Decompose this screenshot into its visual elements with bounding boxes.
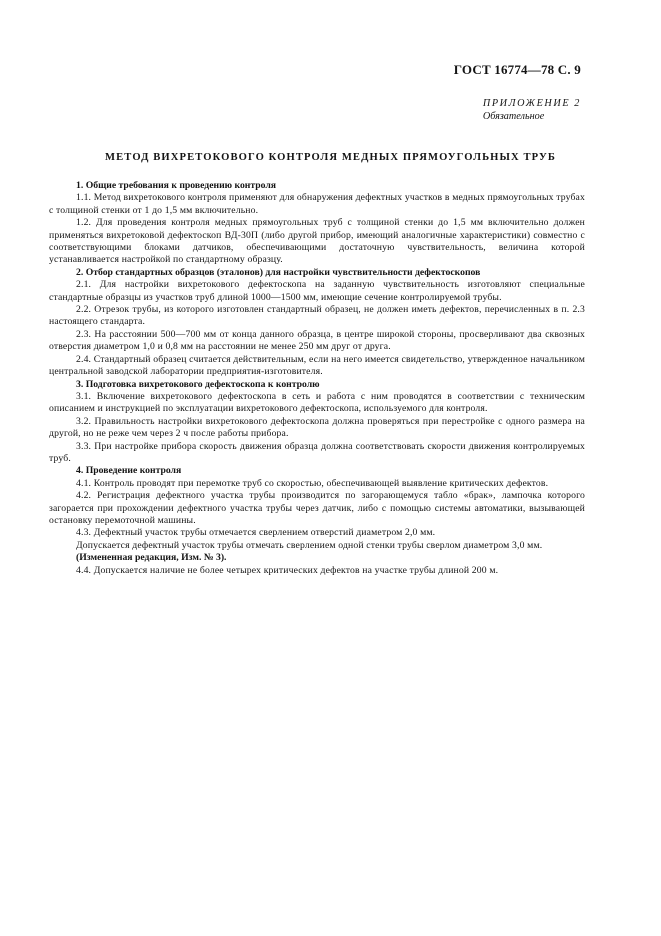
paragraph: 4.3. Дефектный участок трубы отмечается сверлением отверстий диаметром 2,0 мм.: [76, 527, 436, 539]
section-heading: 2. Отбор стандартных образцов (эталонов) для настройки чувствительности дефектоскопов: [76, 266, 481, 278]
paragraph: 3.3. При настройке прибора скорость движения образца должна соответствовать скорости движения контролируемых труб.: [49, 440, 585, 464]
section-heading: 4. Проведение контроля: [76, 465, 182, 477]
amendment-note: (Измененная редакция, Изм. № 3).: [76, 552, 227, 564]
paragraph: 2.3. На расстоянии 500—700 мм от конца данного образца, в центре широкой стороны, просверливают два сквозных отверстия диаметром 1,0 и 0,8 мм на расстоянии не менее 250 мм друг от друга.: [49, 328, 585, 353]
paragraph: 4.2. Регистрация дефектного участка трубы производится по загорающемуся табло «брак», лампочка которого загорается при прохождении дефектного участка трубы через датчик, либо с помощью системы автоматики, вызывающей остановку перемоточной машины.: [49, 490, 585, 526]
appendix-subtitle: Обязательное: [482, 111, 545, 122]
section-heading: 1. Общие требования к проведению контроля: [76, 180, 277, 191]
section-heading: 3. Подготовка вихретокового дефектоскопа к контролю: [76, 378, 320, 390]
document-body: [49, 180, 585, 577]
appendix-label: [483, 97, 581, 123]
paragraph: 2.1. Для настройки вихретокового дефектоскопа на заданную чувствительность изготовляют специальные стандартные образцы из участков труб длиной 1000—1500 мм, имеющие сечение контролируемой трубы.: [49, 279, 585, 303]
paragraph: 2.2. Отрезок трубы, из которого изготовлен стандартный образец, не должен иметь дефектов, перечисленных в п. 2.3 настоящего стандарта.: [49, 304, 585, 328]
paragraph: Допускается дефектный участок трубы отмечать сверлением одной стенки трубы сверлом диаметром 3,0 мм.: [76, 539, 543, 551]
paragraph: 1.1. Метод вихретокового контроля применяют для обнаружения дефектных участков в медных прямоугольных трубах с толщиной стенки от 1 до 1,5 мм включительно.: [49, 192, 585, 216]
paragraph: 2.4. Стандартный образец считается действительным, если на него имеется свидетельство, утвержденное начальником центральной заводской лаборатории предприятия-изготовителя.: [49, 353, 585, 378]
paragraph: 3.2. Правильность настройки вихретокового дефектоскопа должна проверяться при перестройке с одного размера на другой, но не реже чем через 2 ч после работы прибора.: [49, 415, 585, 440]
paragraph: 3.1. Включение вихретокового дефектоскопа в сеть и работа с ним проводятся в соответствии с техническим описанием и инструкцией по эксплуатации вихретокового дефектоскопа, используемого для контроля.: [49, 390, 585, 415]
paragraph: 4.1. Контроль проводят при перемотке труб со скоростью, обеспечивающей выявление критических дефектов.: [76, 477, 549, 489]
appendix-title: ПРИЛОЖЕНИЕ 2: [482, 98, 581, 109]
page-header: ГОСТ 16774—78 С. 9: [453, 62, 581, 77]
paragraph: 1.2. Для проведения контроля медных прямоугольных труб с толщиной стенки до 1,5 мм включительно должен применяться вихретоковой дефектоскоп ВД-30П (либо другой прибор, имеющий аналогичные характеристики) совместно с соответствующими блоками датчиков, обеспечивающими достаточную чувствительность, величина которой устанавливается настройкой по стандартному образцу.: [49, 217, 585, 266]
paragraph: 4.4. Допускается наличие не более четырех критических дефектов на участке трубы длиной 200 м.: [76, 564, 499, 576]
document-title: МЕТОД ВИХРЕТОКОВОГО КОНТРОЛЯ МЕДНЫХ ПРЯМОУГОЛЬНЫХ ТРУБ: [105, 152, 556, 163]
